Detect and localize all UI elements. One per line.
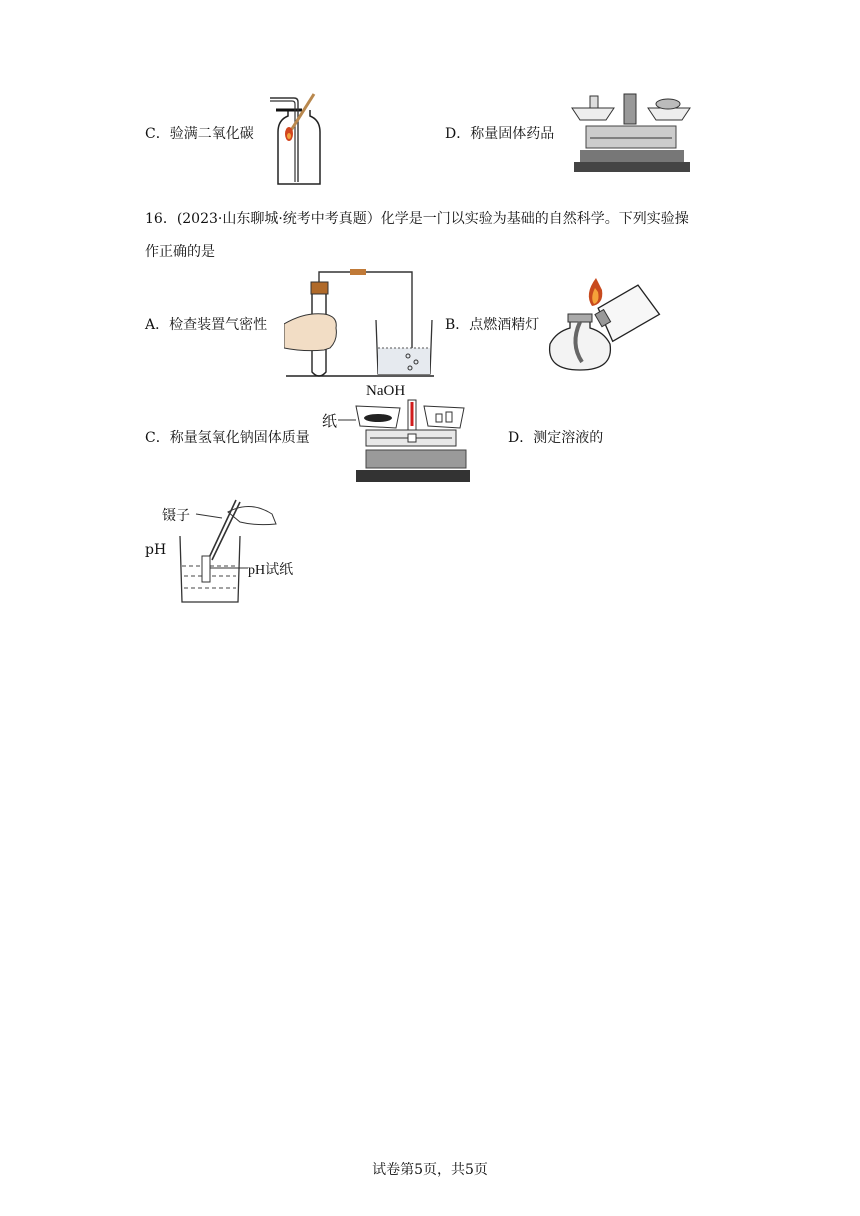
tweezers-label: 镊子 — [162, 509, 190, 524]
airtightness-check-figure — [284, 268, 436, 380]
q16-stem-line1: 16．(2023·山东聊城·统考中考真题）化学是一门以实验为基础的自然科学。下列实验操 — [145, 211, 689, 227]
q16-option-b: B．点燃酒精灯 — [445, 317, 540, 333]
ph-paper-label: pH试纸 — [248, 563, 294, 578]
q16-option-d-cont: pH — [145, 542, 167, 558]
q15-option-c: C．验满二氧化碳 — [145, 126, 254, 142]
naoh-label: NaOH — [366, 383, 406, 399]
q16-stem-line2: 作正确的是 — [145, 244, 215, 260]
co2-full-check-figure — [268, 92, 330, 188]
q16-option-d: D．测定溶液的 — [508, 430, 604, 446]
paper-label: 纸 — [322, 414, 338, 430]
balance-weighing-figure — [566, 88, 696, 174]
alcohol-lamp-lighting-figure — [540, 274, 662, 374]
q16-option-a: A．检查装置气密性 — [145, 317, 268, 333]
ph-measurement-figure — [160, 496, 310, 604]
q16-option-c: C．称量氢氧化钠固体质量 — [145, 430, 310, 446]
page-footer: 试卷第5页，共5页 — [372, 1162, 488, 1178]
naoh-weighing-figure — [316, 378, 470, 490]
q15-option-d: D．称量固体药品 — [445, 126, 555, 142]
